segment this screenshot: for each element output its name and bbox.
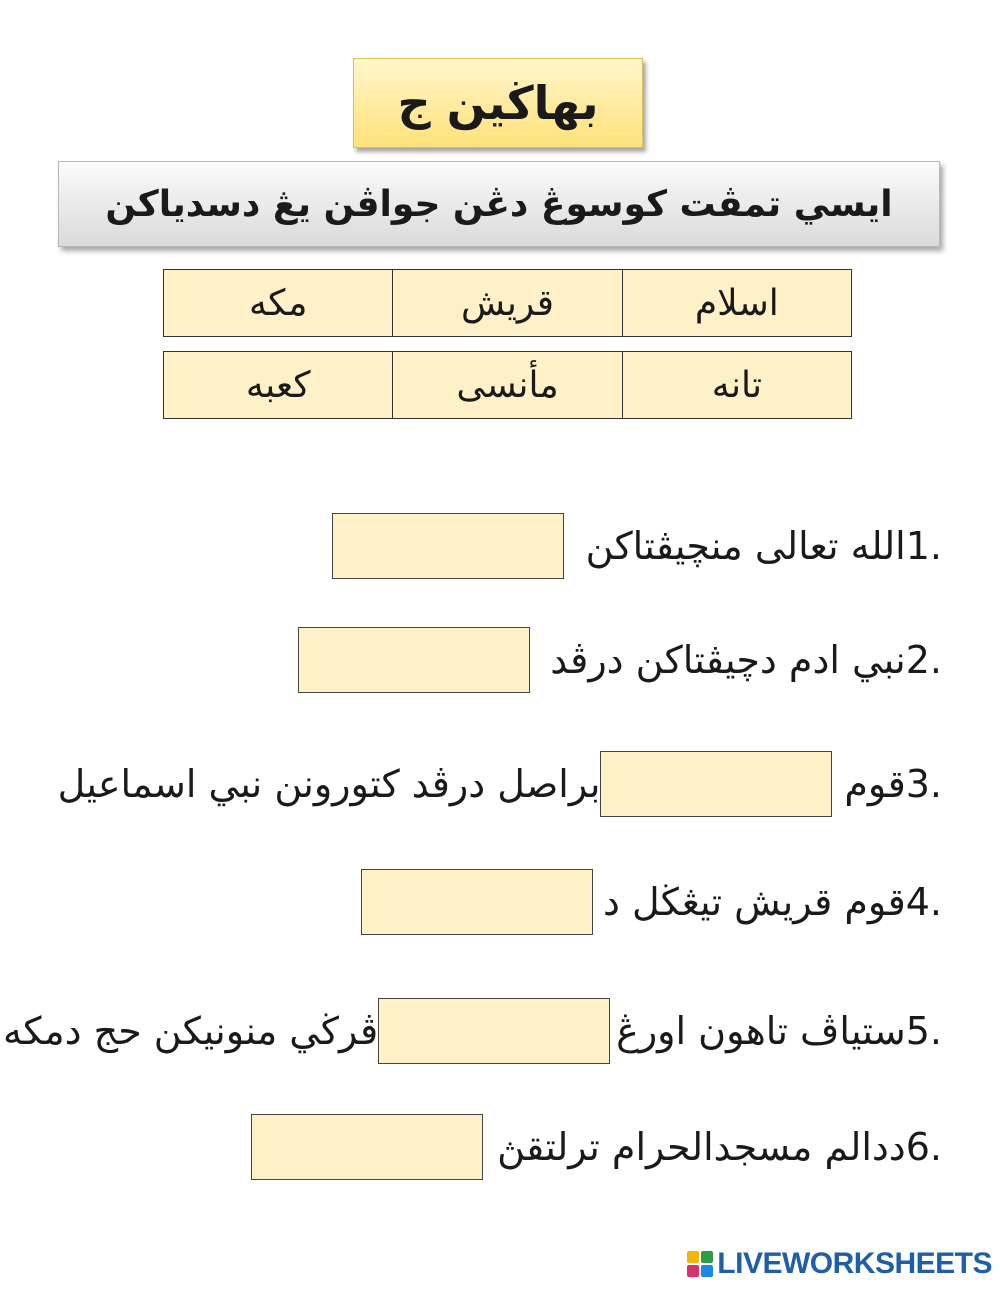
answer-box-2[interactable] xyxy=(298,627,530,693)
word-bank-row-2 xyxy=(163,351,852,419)
question-1-text: الله تعالى منچيڤتاكن xyxy=(585,524,906,568)
liveworksheets-logo xyxy=(687,1247,992,1281)
question-2 xyxy=(298,626,942,694)
instruction-banner: ايسي تمڤت كوسوڠ دڠن جواڤن يڠ دسدياكن xyxy=(58,161,940,247)
word-bank-item: كعبه xyxy=(245,364,311,406)
word-bank-item: مكه xyxy=(248,282,308,324)
answer-box-5[interactable] xyxy=(378,998,610,1064)
question-6-number: 6. xyxy=(905,1125,942,1169)
answer-box-1[interactable] xyxy=(332,513,564,579)
question-6 xyxy=(251,1113,942,1181)
answer-box-6[interactable] xyxy=(251,1114,483,1180)
question-6-text: ددالم مسجدالحرام ترلتقڽ xyxy=(497,1125,906,1169)
answer-box-4[interactable] xyxy=(361,869,593,935)
question-4 xyxy=(361,868,942,936)
word-bank-item: تانه xyxy=(622,352,851,418)
question-3-text-after: براصل درڤد كتورونن نبي اسماعيل xyxy=(57,762,601,806)
word-bank-row-1 xyxy=(163,269,852,337)
question-1 xyxy=(332,512,942,580)
question-5-number: 5. xyxy=(905,1009,942,1053)
question-4-text: قوم قريش تيڠڬل د xyxy=(602,880,906,924)
word-bank-item: مأنسى xyxy=(392,352,621,418)
word-bank-item: قريش xyxy=(392,270,621,336)
answer-box-3[interactable] xyxy=(600,751,832,817)
question-1-number: 1. xyxy=(905,524,942,568)
liveworksheets-logo-icon xyxy=(687,1251,713,1277)
worksheet-title: بهاڬين ج xyxy=(353,58,643,148)
question-3 xyxy=(58,750,942,818)
question-4-number: 4. xyxy=(905,880,942,924)
question-3-number: 3. xyxy=(905,762,942,806)
question-5 xyxy=(3,997,942,1065)
question-5-text-after: ڤرڬي منونيكن حج دمكه xyxy=(2,1009,379,1053)
question-3-text-before: قوم xyxy=(844,762,906,806)
question-5-text-before: ستياڤ تاهون اورڠ xyxy=(616,1009,906,1053)
question-2-text: نبي ادم دچيڤتاكن درڤد xyxy=(550,638,906,682)
word-bank-item: اسلام xyxy=(622,270,851,336)
question-2-number: 2. xyxy=(905,638,942,682)
liveworksheets-logo-text: LIVEWORKSHEETS xyxy=(717,1247,992,1280)
